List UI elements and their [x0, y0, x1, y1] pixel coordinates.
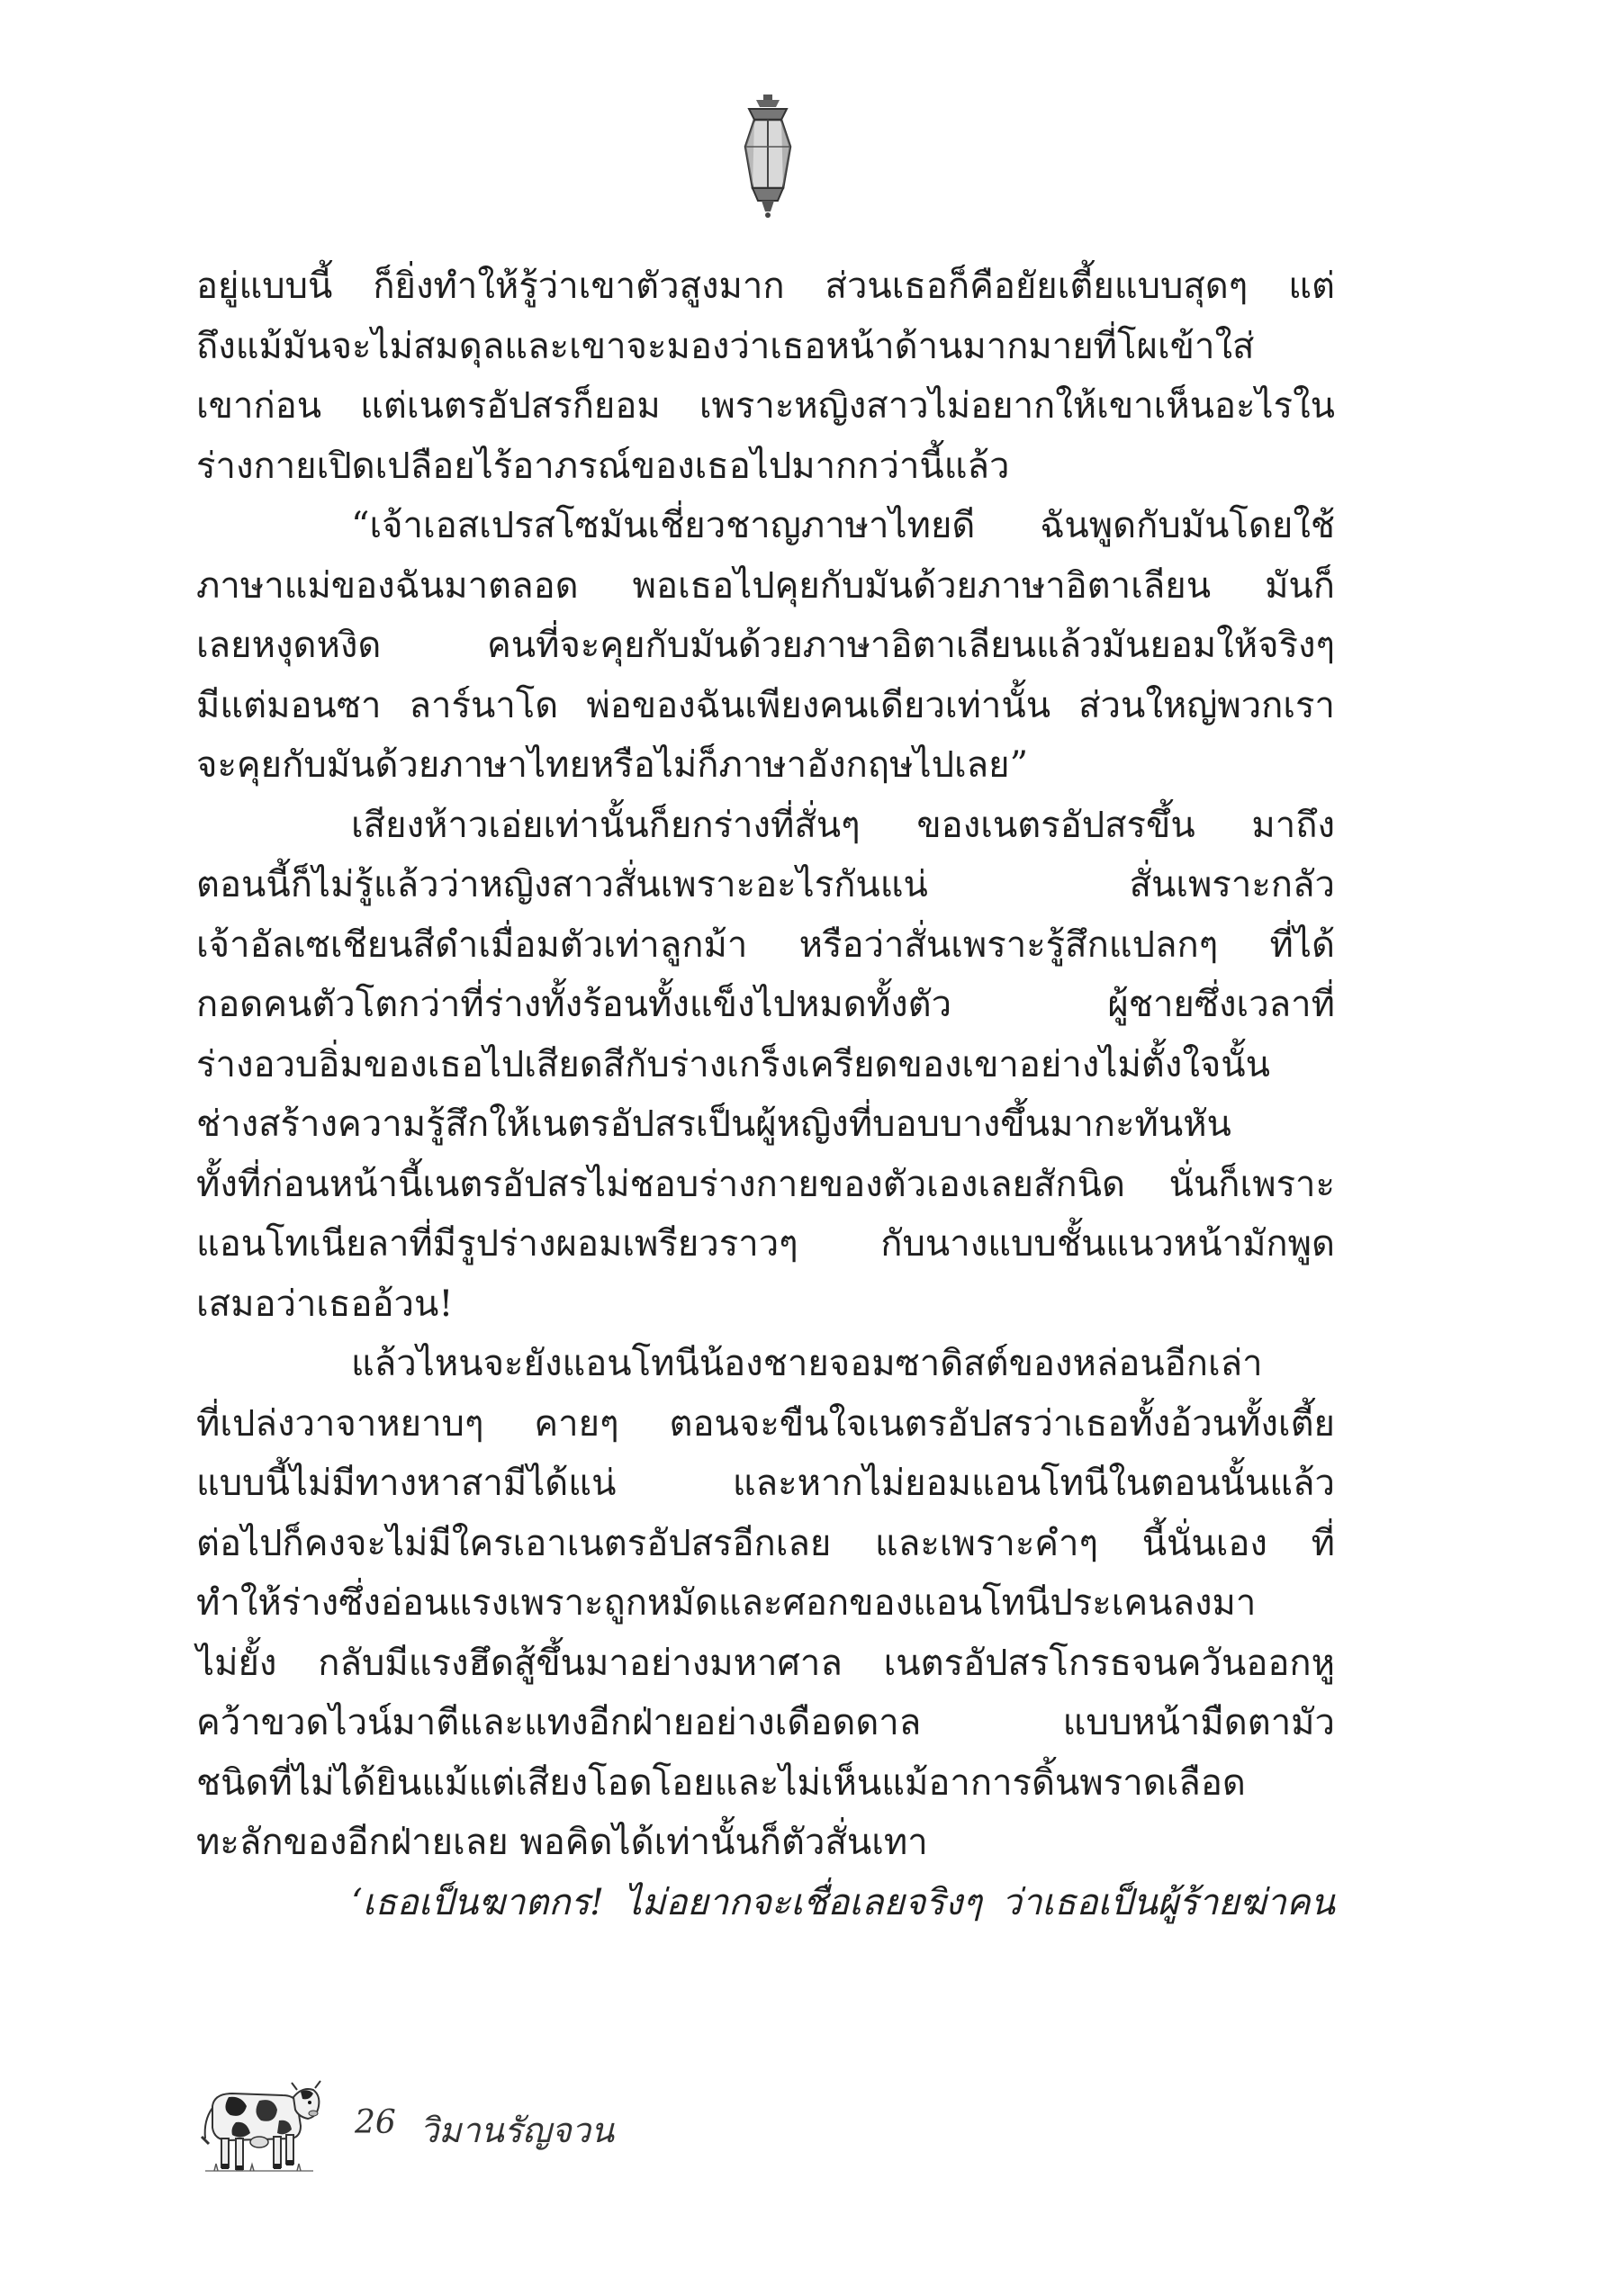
text-line: อยู่แบบนี้ ก็ยิ่งทำให้รู้ว่าเขาตัวสูงมาก ส่วนเธอก็คือยัยเตี้ยแบบสุดๆ แต่ [196, 266, 1335, 307]
text-line: เสมอว่าเธออ้วน! [196, 1283, 454, 1325]
text-line: ช่างสร้างความรู้สึกให้เนตรอัปสรเป็นผู้หญิงที่บอบบางขึ้นมากะทันหัน [196, 1103, 1231, 1145]
text-line: ชนิดที่ไม่ได้ยินแม้แต่เสียงโอดโอยและไม่เห็นแม้อาการดิ้นพราดเลือด [196, 1761, 1246, 1804]
text-line: ‘เธอเป็นฆาตกร! ไม่อยากจะเชื่อเลยจริงๆ ว่าเธอเป็นผู้ร้ายฆ่าคน [351, 1881, 1335, 1923]
text-line: แบบนี้ไม่มีทางหาสามีได้แน่ และหากไม่ยอมแอนโทนีในตอนนั้นแล้ว [196, 1463, 1335, 1504]
text-line: แล้วไหนจะยังแอนโทนีน้องชายจอมซาดิสต์ของหล่อนอีกเล่า [351, 1343, 1263, 1384]
text-line: คว้าขวดไวน์มาตีและแทงอีกฝ่ายอย่างเดือดดาล แบบหน้ามืดตามัว [196, 1702, 1335, 1743]
text-line: เสียงห้าวเอ่ยเท่านั้นก็ยกร่างที่สั่นๆ ของเนตรอัปสรขึ้น มาถึง [351, 804, 1335, 846]
text-line: ถึงแม้มันจะไม่สมดุลและเขาจะมองว่าเธอหน้าด้านมากมายที่โผเข้าใส่ [196, 325, 1255, 367]
text-line: ทั้งที่ก่อนหน้านี้เนตรอัปสรไม่ชอบร่างกายของตัวเองเลยสักนิด นั่นก็เพราะ [196, 1163, 1335, 1205]
page-number: 26 [355, 2104, 396, 2141]
text-line: ร่างอวบอิ่มของเธอไปเสียดสีกับร่างเกร็งเครียดของเขาอย่างไม่ตั้งใจนั้น [196, 1043, 1270, 1085]
text-line: ต่อไปก็คงจะไม่มีใครเอาเนตรอัปสรอีกเลย และเพราะคำๆ นี้นั่นเอง ที่ [196, 1522, 1335, 1564]
cow-icon [196, 2070, 322, 2176]
text-line: ตอนนี้ก็ไม่รู้แล้วว่าหญิงสาวสั่นเพราะอะไรกันแน่ สั่นเพราะกลัว [196, 864, 1335, 905]
text-line: ทำให้ร่างซึ่งอ่อนแรงเพราะถูกหมัดและศอกของแอนโทนีประเคนลงมา [196, 1582, 1257, 1624]
text-line: เลยหงุดหงิด คนที่จะคุยกับมันด้วยภาษาอิตาเลียนแล้วมันยอมให้จริงๆ [196, 625, 1335, 666]
text-line: ไม่ยั้ง กลับมีแรงฮึดสู้ขึ้นมาอย่างมหาศาล เนตรอัปสรโกรธจนควันออกหู [196, 1642, 1335, 1684]
text-line: “เจ้าเอสเปรสโซมันเชี่ยวชาญภาษาไทยดี ฉันพูดกับมันโดยใช้ [351, 505, 1335, 546]
text-line: กอดคนตัวโตกว่าที่ร่างทั้งร้อนทั้งแข็งไปหมดทั้งตัว ผู้ชายซึ่งเวลาที่ [196, 984, 1335, 1025]
page-footer [196, 2070, 736, 2178]
text-line: ร่างกายเปิดเปลือยไร้อาภรณ์ของเธอไปมากกว่านี้แล้ว [196, 445, 1010, 487]
book-title: วิมานรัญจวน [419, 2111, 615, 2150]
text-line: ทะลักของอีกฝ่ายเลย พอคิดได้เท่านั้นก็ตัวสั่นเทา [196, 1822, 928, 1863]
text-line: มีแต่มอนซา ลาร์นาโด พ่อของฉันเพียงคนเดียวเท่านั้น ส่วนใหญ่พวกเรา [196, 684, 1335, 726]
lantern-ornament-icon [736, 95, 799, 219]
text-line: จะคุยกับมันด้วยภาษาไทยหรือไม่ก็ภาษาอังกฤษไปเลย” [196, 744, 1029, 786]
text-line: ภาษาแม่ของฉันมาตลอด พอเธอไปคุยกับมันด้วยภาษาอิตาเลียน มันก็ [196, 564, 1335, 607]
text-line: แอนโทเนียลาที่มีรูปร่างผอมเพรียวราวๆ กับนางแบบชั้นแนวหน้ามักพูด [196, 1223, 1335, 1265]
body-text [196, 257, 1335, 1932]
text-line: เจ้าอัลเซเชียนสีดำเมื่อมตัวเท่าลูกม้า หรือว่าสั่นเพราะรู้สึกแปลกๆ ที่ได้ [196, 923, 1335, 966]
text-line: เขาก่อน แต่เนตรอัปสรก็ยอม เพราะหญิงสาวไม่อยากให้เขาเห็นอะไรใน [196, 385, 1335, 427]
text-line: ที่เปล่งวาจาหยาบๆ คายๆ ตอนจะขืนใจเนตรอัปสรว่าเธอทั้งอ้วนทั้งเตี้ย [196, 1402, 1335, 1445]
